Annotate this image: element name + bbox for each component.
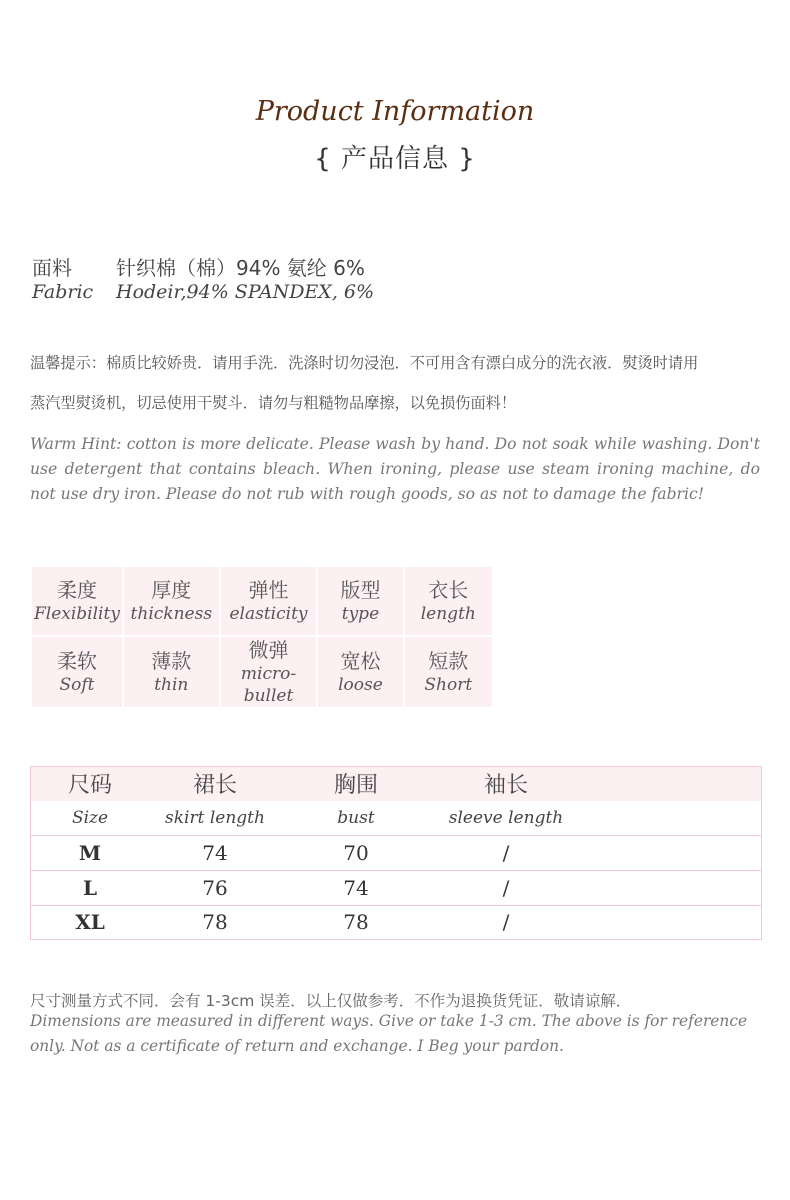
attribute-value-row — [31, 636, 493, 708]
attribute-cell — [220, 566, 318, 636]
size-cell: L — [82, 876, 98, 900]
attribute-cell — [317, 566, 403, 636]
size-header-en: sleeve length — [448, 808, 564, 828]
attribute-cell — [123, 636, 220, 708]
table-row — [31, 871, 761, 906]
attr-header-cn: 弹性 — [248, 578, 289, 602]
attr-header-cn: 版型 — [340, 578, 381, 602]
size-header-cn-row — [31, 767, 761, 801]
attr-value-en: loose — [338, 675, 383, 695]
sleeve-length-cell: / — [502, 910, 510, 934]
attribute-cell — [317, 636, 403, 708]
attribute-cell — [220, 636, 318, 708]
attr-header-cn: 衣长 — [428, 578, 469, 602]
fabric-en-value: Hodeir,94% SPANDEX, 6% — [116, 281, 375, 303]
attribute-cell — [404, 636, 493, 708]
attr-header-en: thickness — [130, 604, 213, 624]
size-header-en: skirt length — [165, 808, 265, 828]
bust-cell: 70 — [343, 841, 369, 865]
fabric-en-row — [32, 281, 374, 303]
size-header-cn: 袖长 — [483, 773, 528, 798]
size-header-en: bust — [337, 808, 375, 828]
attr-header-en: elasticity — [229, 604, 308, 624]
sleeve-length-cell: / — [502, 841, 510, 865]
page-title-cn: { 产品信息 } — [314, 144, 476, 174]
attr-value-cn: 柔软 — [56, 649, 97, 673]
attr-value-cn: 微弹 — [248, 638, 289, 662]
care-hint-cn-line2: 蒸汽型熨烫机，切忌使用干熨斗．请勿与粗糙物品摩擦，以免损伤面料！ — [30, 394, 516, 412]
size-header-cn: 胸围 — [333, 773, 378, 798]
attr-value-en: Soft — [59, 675, 95, 695]
bust-cell: 78 — [343, 910, 369, 934]
attr-value-en: micro-bullet — [240, 664, 297, 706]
attr-header-en: Flexibility — [33, 604, 120, 624]
table-row — [31, 836, 761, 871]
skirt-length-cell: 74 — [202, 841, 228, 865]
fabric-en-label: Fabric — [32, 281, 94, 303]
attribute-cell — [31, 566, 123, 636]
size-table — [30, 766, 762, 940]
size-header-en: Size — [71, 808, 109, 828]
fabric-cn-row — [32, 252, 365, 281]
skirt-length-cell: 78 — [202, 910, 228, 934]
attribute-cell — [123, 566, 220, 636]
attr-header-cn: 柔度 — [56, 578, 97, 602]
measurement-note-cn: 尺寸测量方式不同．会有 1-3cm 误差．以上仅做参考．不作为退换货凭证．敬请谅解． — [30, 992, 632, 1010]
fabric-cn-value: 针织棉（棉）94% 氨纶 6% — [116, 256, 365, 280]
attribute-header-row — [31, 566, 493, 636]
attr-value-en: Short — [424, 675, 473, 695]
bust-cell: 74 — [343, 876, 369, 900]
sleeve-length-cell: / — [502, 876, 510, 900]
size-header-en-row — [31, 801, 761, 836]
attr-value-cn: 短款 — [428, 649, 469, 673]
page-title-en: Product Information — [255, 96, 535, 127]
size-cell: M — [78, 841, 102, 865]
size-header-cn: 裙长 — [192, 773, 237, 798]
attribute-cell — [31, 636, 123, 708]
attr-header-en: type — [341, 604, 380, 624]
measurement-note-en: Dimensions are measured in different ways. Give or take 1-3 cm. The above is for reference only. Not as a certificate of return and exchange. I Beg your pardon. — [30, 1012, 748, 1055]
attribute-table — [30, 565, 494, 709]
care-hint-en: Warm Hint: cotton is more delicate. Please wash by hand. Do not soak while washing. Don't use detergent that contains bleach. When ironing, please use steam ironing machine, do not use dry iron. Please do not rub with rough goods, so as not to damage the fabric! — [30, 435, 760, 503]
fabric-cn-label: 面料 — [32, 256, 72, 280]
attr-value-cn: 宽松 — [340, 649, 381, 673]
size-cell: XL — [75, 910, 105, 934]
size-header-cn: 尺码 — [67, 773, 112, 798]
care-hint-cn-line1: 温馨提示：棉质比较娇贵．请用手洗．洗涤时切勿浸泡．不可用含有漂白成分的洗衣液．熨烫时请用 — [30, 354, 699, 372]
attr-value-cn: 薄款 — [151, 649, 192, 673]
skirt-length-cell: 76 — [202, 876, 228, 900]
attr-header-cn: 厚度 — [151, 578, 192, 602]
table-row — [31, 905, 761, 939]
attr-header-en: length — [420, 604, 476, 624]
attr-value-en: thin — [154, 675, 189, 695]
attribute-cell — [404, 566, 493, 636]
